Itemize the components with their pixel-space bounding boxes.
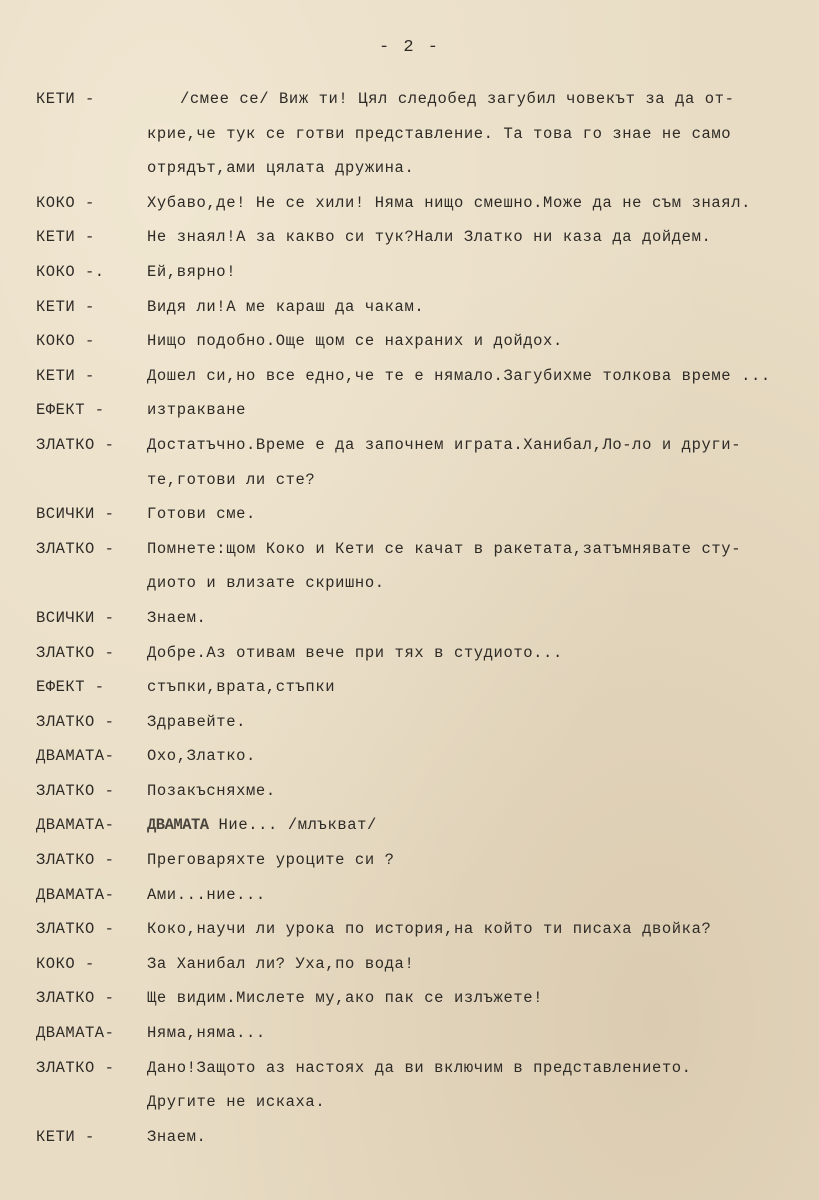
script-line [0, 1085, 819, 1120]
script-line [0, 878, 819, 913]
script-line [0, 566, 819, 601]
script-line [0, 82, 819, 117]
script-line [0, 463, 819, 498]
dialogue-text: За Ханибал ли? Уха,по вода! [147, 954, 415, 973]
dialogue-text: крие,че тук се готви представление. Та това го знае не само [147, 124, 732, 143]
script-line [0, 705, 819, 740]
script-line [0, 808, 819, 843]
script-line [0, 947, 819, 982]
dialogue-text: Няма,няма... [147, 1024, 266, 1043]
speaker-name: КОКО - [36, 193, 95, 212]
script-line [0, 1051, 819, 1086]
script-line [0, 670, 819, 705]
speaker-name: ДВАМАТА- [36, 747, 115, 766]
dialogue-text: Коко,научи ли урока по история,на който ти писаха двойка? [147, 920, 712, 939]
script-line [0, 220, 819, 255]
script-line [0, 981, 819, 1016]
script-line [0, 1120, 819, 1155]
overtyped-word: ДВАМАТА [147, 816, 209, 835]
speaker-name: ЕФЕКТ - [36, 678, 105, 697]
dialogue-text: Другите не искаха. [147, 1093, 326, 1112]
speaker-name: КОКО - [36, 954, 95, 973]
speaker-name: ЗЛАТКО - [36, 712, 115, 731]
dialogue-text: стъпки,врата,стъпки [147, 678, 336, 697]
dialogue-text: диото и влизате скришно. [147, 574, 385, 593]
script-line [0, 359, 819, 394]
dialogue-text: Хубаво,де! Не се хили! Няма нищо смешно.Може да не съм знаял. [147, 193, 751, 212]
speaker-name: ЗЛАТКО - [36, 435, 115, 454]
page-number: - 2 - [378, 38, 440, 57]
dialogue-text: Дошел си,но все едно,че те е нямало.Загубихме толкова време ... [147, 366, 771, 385]
script-lines [0, 82, 819, 1154]
dialogue-text: Ами...ние... [147, 885, 266, 904]
dialogue-text: Не знаял!А за какво си тук?Нали Златко ни каза да дойдем. [147, 228, 712, 247]
speaker-name: КЕТИ - [36, 297, 95, 316]
dialogue-text: Позакъсняхме. [147, 781, 276, 800]
script-line [0, 601, 819, 636]
dialogue-text: Охо,Златко. [147, 747, 256, 766]
script-line [0, 497, 819, 532]
speaker-name: ЕФЕКТ - [36, 401, 105, 420]
speaker-name: ЗЛАТКО - [36, 643, 115, 662]
dialogue-text: Знаем. [147, 1127, 207, 1146]
dialogue-text-rest: Ние... /млъкват/ [218, 816, 377, 835]
dialogue-text: Готови сме. [147, 505, 256, 524]
speaker-name: ЗЛАТКО - [36, 920, 115, 939]
speaker-name: ДВАМАТА- [36, 885, 115, 904]
script-line [0, 912, 819, 947]
dialogue-text: изтракване [147, 401, 247, 420]
script-line [0, 636, 819, 671]
dialogue-text: Нищо подобно.Още щом се нахраних и дойдох. [147, 332, 563, 351]
speaker-name: ЗЛАТКО - [36, 781, 115, 800]
speaker-name: ДВАМАТА- [36, 816, 115, 835]
script-line [0, 117, 819, 152]
dialogue-text: /смее се/ Виж ти! Цял следобед загубил човекът за да от- [180, 90, 735, 108]
dialogue-text: те,готови ли сте? [147, 470, 316, 489]
dialogue-text: Ей,вярно! [147, 262, 237, 281]
dialogue-text: Дано!Защото аз настоях да ви включим в представлението. [147, 1058, 692, 1077]
script-line [0, 393, 819, 428]
dialogue-text: Помнете:щом Коко и Кети се качат в ракетата,затъмнявате сту- [147, 539, 742, 558]
speaker-name: ЗЛАТКО - [36, 1058, 115, 1077]
speaker-name: КЕТИ - [36, 228, 95, 247]
script-line [0, 739, 819, 774]
dialogue-text: Видя ли!А ме караш да чакам. [147, 297, 425, 316]
speaker-name: ЗЛАТКО - [36, 989, 115, 1008]
script-line [0, 255, 819, 290]
dialogue-text: Добре.Аз отивам вече при тях в студиото... [147, 643, 563, 662]
speaker-name: ДВАМАТА- [36, 1024, 115, 1043]
dialogue-text: Преговаряхте уроците си ? [147, 851, 395, 870]
speaker-name: ВСИЧКИ - [36, 505, 115, 524]
dialogue-text: Знаем. [147, 608, 207, 627]
speaker-name: КЕТИ - [36, 90, 95, 108]
script-line [0, 290, 819, 325]
speaker-name: ЗЛАТКО - [36, 851, 115, 870]
speaker-name: КОКО - [36, 332, 95, 351]
script-line [0, 843, 819, 878]
speaker-name: ВСИЧКИ - [36, 608, 115, 627]
dialogue-text: отрядът,ами цялата дружина. [147, 159, 415, 178]
speaker-name: КЕТИ - [36, 366, 95, 385]
dialogue-text: Достатъчно.Време е да започнем играта.Ханибал,Ло-ло и други- [147, 435, 742, 454]
dialogue-text [147, 808, 801, 843]
speaker-name: КОКО -. [36, 262, 105, 281]
dialogue-text: Здравейте. [147, 712, 247, 731]
script-line [0, 428, 819, 463]
speaker-name: КЕТИ - [36, 1127, 95, 1146]
script-line [0, 186, 819, 221]
script-line [0, 532, 819, 567]
dialogue-text: Ще видим.Мислете му,ако пак се излъжете! [147, 989, 544, 1008]
script-line [0, 324, 819, 359]
script-line [0, 774, 819, 809]
speaker-name: ЗЛАТКО - [36, 539, 115, 558]
script-line [0, 1016, 819, 1051]
script-line [0, 151, 819, 186]
